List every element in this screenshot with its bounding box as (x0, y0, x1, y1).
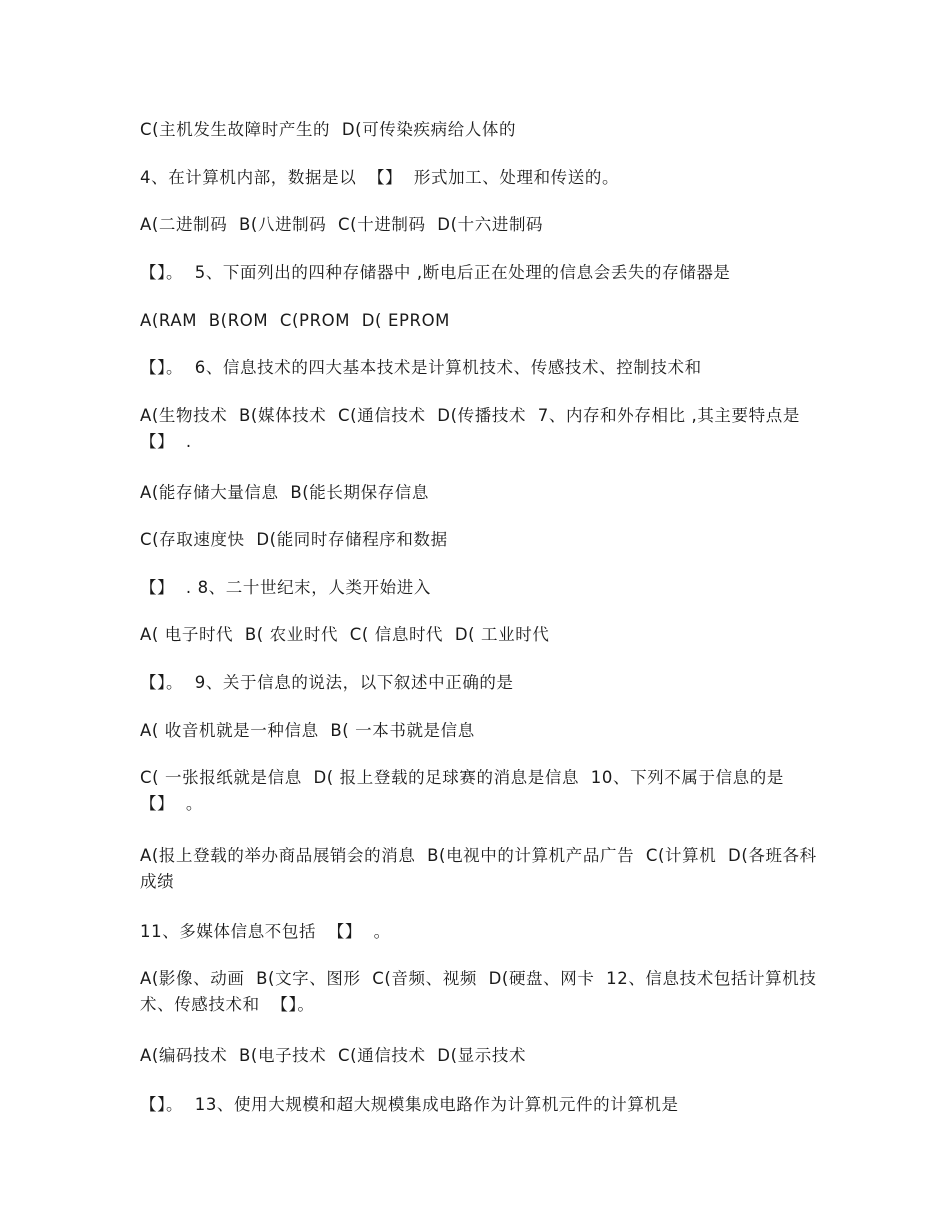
question-13: 【】。 13、使用大规模和超大规模集成电路作为计算机元件的计算机是 (140, 1095, 679, 1114)
options-12: A(编码技术 B(电子技术 C(通信技术 D(显示技术 (140, 1046, 527, 1065)
options-9-ab: A( 收音机就是一种信息 B( 一本书就是信息 (140, 721, 475, 740)
text-line-1: C(主机发生故障时产生的 D(可传染疾病给人体的 (140, 120, 517, 139)
options-10: A(报上登载的举办商品展销会的消息 B(电视中的计算机产品广告 C(计算机 D(各班各科成绩 (140, 846, 817, 891)
question-11: 11、多媒体信息不包括 【】 。 (140, 922, 391, 941)
options-9-cd-question-10: C( 一张报纸就是信息 D( 报上登载的足球赛的消息是信息 10、下列不属于信息的是 【】 。 (140, 768, 796, 813)
question-4: 4、在计算机内部，数据是以 【】 形式加工、处理和传送的。 (140, 168, 620, 187)
question-6: 【】。 6、信息技术的四大基本技术是计算机技术、传感技术、控制技术和 (140, 358, 702, 377)
options-6-question-7: A(生物技术 B(媒体技术 C(通信技术 D(传播技术 7、内存和外存相比 ,其主要特点是 【】 . (140, 406, 812, 451)
options-7-ab: A(能存储大量信息 B(能长期保存信息 (140, 483, 429, 502)
question-5: 【】。 5、下面列出的四种存储器中 ,断电后正在处理的信息会丢失的存储器是 (140, 263, 731, 282)
question-8: 【】 . 8、二十世纪末，人类开始进入 (140, 578, 431, 597)
options-5: A(RAM B(ROM C(PROM D( EPROM (140, 311, 451, 330)
options-7-cd: C(存取速度快 D(能同时存储程序和数据 (140, 530, 448, 549)
options-4: A(二进制码 B(八进制码 C(十进制码 D(十六进制码 (140, 215, 544, 234)
options-11-question-12: A(影像、动画 B(文字、图形 C(音频、视频 D(硬盘、网卡 12、信息技术包括计算机技术、传感技术和 【】。 (140, 969, 817, 1014)
options-8: A( 电子时代 B( 农业时代 C( 信息时代 D( 工业时代 (140, 625, 550, 644)
question-9: 【】。 9、关于信息的说法，以下叙述中正确的是 (140, 673, 514, 692)
